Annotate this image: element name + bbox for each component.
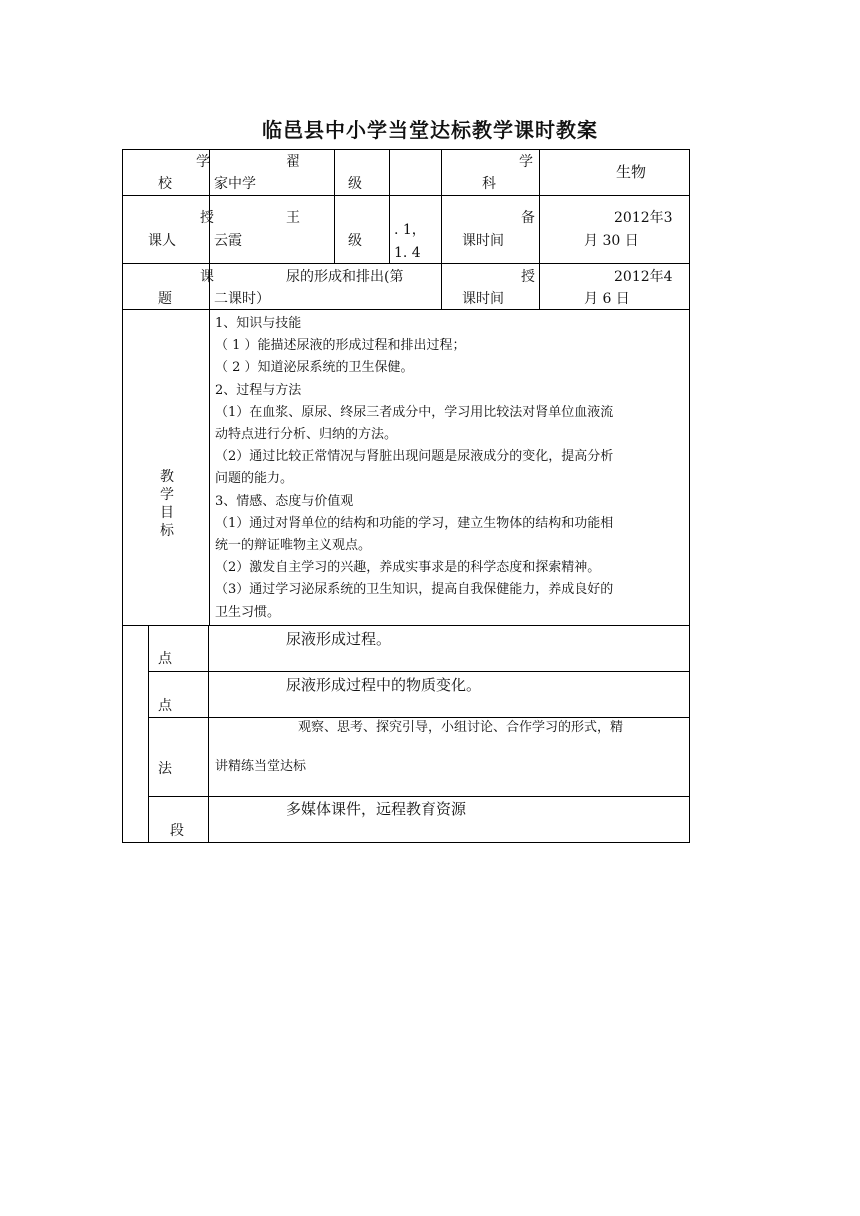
objective-line: （ 1 ）能描述尿液的形成过程和排出过程； [215, 338, 466, 354]
teacher-value-bottom: 云霞 [214, 233, 242, 249]
topic-value-top: 尿的形成和排出(第 [286, 269, 404, 285]
topic-label-top: 课 [200, 269, 214, 285]
objective-line: （1）通过对肾单位的结构和功能的学习，建立生物体的结构和功能相 [215, 515, 614, 531]
school-label-top: 学 [196, 154, 210, 170]
teach-date-bottom: 月 6 日 [584, 291, 630, 307]
teacher-label-top: 授 [200, 210, 214, 226]
teach-label-bottom: 课时间 [462, 291, 504, 307]
teacher-label-bottom: 课人 [148, 233, 176, 249]
school-value-top: 翟 [286, 154, 300, 170]
objective-line: （1）在血浆、原尿、终尿三者成分中，学习用比较法对肾单位血液流 [215, 404, 614, 420]
prep-date-top: 2012年3 [614, 210, 673, 226]
objective-line: 3、情感、态度与价值观 [215, 493, 354, 509]
subject-label-bottom: 科 [482, 176, 496, 192]
prep-label-bottom: 课时间 [462, 233, 504, 249]
prep-label-top: 备 [521, 210, 535, 226]
objective-line: 1、知识与技能 [215, 316, 302, 331]
objective-line: （2）激发自主学习的兴趣，养成实事求是的科学态度和探索精神。 [215, 560, 601, 576]
objectives-label: 教 学 目 标 [160, 469, 174, 539]
topic-label-bottom: 题 [158, 291, 172, 307]
school-label-bottom: 校 [158, 176, 172, 192]
means-label: 段 [170, 823, 184, 839]
method-line-1: 观察、思考、探究引导，小组讨论、合作学习的形式，精 [298, 720, 624, 735]
subject-label-top: 学 [519, 154, 533, 170]
objective-line: （ 2 ）知道泌尿系统的卫生保健。 [215, 360, 414, 376]
objectives-content [215, 313, 687, 624]
difficult-point-value: 尿液形成过程中的物质变化。 [286, 676, 482, 694]
key-point-value: 尿液形成过程。 [286, 630, 392, 648]
objective-line: 2、过程与方法 [215, 382, 302, 398]
teacher-value-top: 王 [286, 210, 300, 226]
prep-date-bottom: 月 30 日 [584, 233, 639, 249]
class-value-top: . 1， [394, 222, 426, 238]
objective-line: 统一的辩证唯物主义观点。 [215, 538, 372, 554]
objective-line: 动特点进行分析、归纳的方法。 [215, 427, 398, 443]
objective-line: 问题的能力。 [215, 471, 294, 487]
objective-line: （2）通过比较正常情况与肾脏出现问题是尿液成分的变化，提高分析 [215, 449, 614, 465]
objective-line: 卫生习惯。 [215, 604, 281, 620]
teach-date-top: 2012年4 [614, 269, 673, 285]
objective-line: （3）通过学习泌尿系统的卫生知识，提高自我保健能力，养成良好的 [215, 582, 614, 598]
means-value: 多媒体课件，远程教育资源 [286, 800, 467, 818]
class-value-bottom: 1. 4 [394, 245, 421, 261]
method-line-2: 讲精练当堂达标 [215, 759, 307, 774]
difficult-point-label: 点 [158, 698, 172, 714]
page-title: 临邑县中小学当堂达标教学课时教案 [262, 118, 598, 142]
class-label: 级 [348, 233, 362, 249]
subject-value: 生物 [616, 163, 647, 181]
school-value-bottom: 家中学 [214, 176, 256, 192]
method-label: 法 [158, 761, 172, 777]
teach-label-top: 授 [521, 269, 535, 285]
grade-label: 级 [348, 176, 362, 192]
topic-value-bottom: 二课时） [214, 291, 270, 307]
key-point-label: 点 [158, 651, 172, 667]
